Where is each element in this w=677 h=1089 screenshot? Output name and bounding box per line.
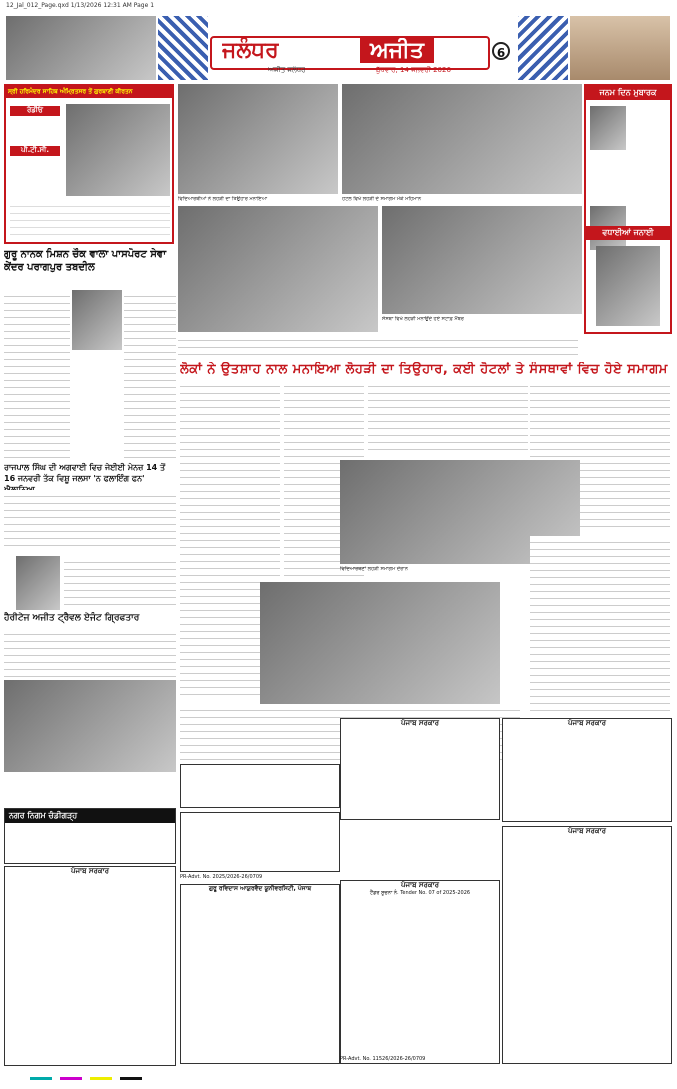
masthead-right-image [570,16,670,80]
photo-group [382,206,582,314]
birthday-title: ਜਨਮ ਦਿਨ ਮੁਬਾਰਕ [586,86,670,100]
cyan-swatch [30,1077,52,1080]
lohri-intro-text [178,334,578,358]
guru-nanak-text-1 [4,290,70,460]
lohri-col-3 [368,380,528,456]
logo-jalandhar: ਜਲੰਧਰ [222,38,279,63]
ad-punjab-right-title: ਪੰਜਾਬ ਸਰਕਾਰ [567,827,606,835]
ad-punjab-right [502,826,672,1064]
birthday-photo-3 [596,246,660,326]
birthday-box [584,84,672,334]
ad-tender-title: ਟੈਂਡਰ ਸੂਚਨਾ ਨੰ. Tender No. 07 of 2025-2026 [369,890,471,896]
photo-officials [260,582,500,712]
left-ad-text [10,200,170,240]
footer-pr-2: PR-Advt. No. 11526/2026-26/0709 [340,1056,426,1062]
caption-students-2: ਵਿਦਿਆਰਥਣਾਂ ਲੋਹੜੀ ਸਮਾਗਮ ਦੌਰਾਨ [340,566,408,572]
birthday-title-2: ਵਧਾਈਆਂ ਜਨਾਈ [586,226,670,240]
birthday-photo-1 [590,106,626,150]
ad-punjab-tender-1 [340,718,500,820]
ad-tender-heading: ਪੰਜਾਬ ਸਰਕਾਰ [400,881,439,889]
logo-ajit: ਅਜੀਤ [360,38,434,63]
photo-person [16,556,60,610]
photo-students-lohri [178,84,338,194]
issue-date: ਬੁੱਧਵਾਰ, 14 ਜਨਵਰੀ 2026 [376,66,451,74]
ad-middle-1 [180,812,340,872]
black-swatch [120,1077,142,1080]
ad-punjab-tender-2 [502,718,672,822]
ad-guru-ravidas-title: ਗੁਰੂ ਰਵਿਦਾਸ ਆਯੁਰਵੈਦ ਯੂਨੀਵਰਸਿਟੀ, ਪੰਜਾਬ [208,885,312,892]
ad-municipal-title: ਨਗਰ ਨਿਗਮ ਚੰਡੀਗੜ੍ਹ [5,809,175,823]
caption-group: ਸੰਸਥਾ ਵਿਖੇ ਲੋਹੜੀ ਮਨਾਉਂਦੇ ਹੋਏ ਸਟਾਫ਼ ਮੈਂਬਰ [382,316,464,322]
photo-bonfire [178,206,378,332]
ad-punjab-left [4,866,176,1066]
masthead-left-image [6,16,156,80]
ad-punjab-title-1: ਪੰਜਾਬ ਸਰਕਾਰ [400,719,439,727]
rajpal-text [4,490,176,550]
headline-guru-nanak: ਗੁਰੂ ਨਾਨਕ ਮਿਸ਼ਨ ਚੌਕ ਵਾਲਾ ਪਾਸਪੋਰਟ ਸੇਵਾ ਕੇਂਦਰ ਪਰਾਗਪੁਰ ਤਬਦੀਲ [4,249,167,273]
ad-tender [340,880,500,1064]
ad-guru-ravidas [180,884,340,1064]
photo-hotel-lohri [342,84,582,194]
footer-pr-1: PR-Advt. No. 2025/2026-26/0709 [180,874,263,880]
ad-punjab-left-title: ਪੰਜਾਬ ਸਰਕਾਰ [70,867,109,875]
left-ad-box [4,84,174,244]
headline-rajpal: ਰਾਜਪਾਲ ਸਿੰਘ ਦੀ ਅਗਵਾਈ ਵਿਚ ਜੇਈਈ ਮੇਨਜ਼ 14 ਤੋਂ 16 ਜਨਵਰੀ ਤੱਕ ਵਿਸ਼ੂ ਜਲਸਾ 'ਨ ਫਲਾਇੰਗ ਫਨ' [4,463,166,483]
logo-subtitle: ਅਜੀਤ ਜਲੰਧਰ [268,66,306,74]
masthead-pattern-right [518,16,568,80]
lohri-col-5 [530,536,670,716]
yellow-swatch [90,1077,112,1080]
ad-municipal [4,808,176,864]
headline-herbal: ਹੈਰੀਟੇਜ ਅਜੀਤ ਟ੍ਰੈਵਲ ਏਜੰਟ ਗ੍ਰਿਫਤਾਰ [4,613,140,623]
headline-lohri-main: ਲੋਕਾਂ ਨੇ ਉਤਸ਼ਾਹ ਨਾਲ ਮਨਾਇਆ ਲੋਹੜੀ ਦਾ ਤਿਉਹਾਰ, ਕਈ ਹੋਟਲਾਂ ਤੇ ਸੰਸਥਾਵਾਂ ਵਿਚ ਹੋਏ ਸਮਾਗਮ [180,362,668,377]
page-number: 6 [492,42,510,60]
print-header-strip: 12_Jal_012_Page.qxd 1/13/2026 12:31 AM Page 1 [6,2,155,9]
ad-small-1 [180,764,340,808]
left-ad-tag-ptc: ਪੀ.ਟੀ.ਸੀ. [10,146,60,156]
caption-students: ਵਿਦਿਆਰਥੀਆਂ ਨੇ ਲੋਹੜੀ ਦਾ ਤਿਉਹਾਰ ਮਨਾਇਆ [178,196,268,202]
rajpal-text-2 [64,556,176,610]
ad-punjab-title-2: ਪੰਜਾਬ ਸਰਕਾਰ [567,719,606,727]
caption-hotel: ਹੋਟਲ ਵਿਖੇ ਲੋਹੜੀ ਦੇ ਸਮਾਗਮ ਮੌਕੇ ਮਹਿਮਾਨ [342,196,421,202]
color-registration-bar [30,1070,650,1080]
golden-temple-photo [66,104,170,196]
left-ad-title: ਸ੍ਰੀ ਹਰਿਮੰਦਰ ਸਾਹਿਬ ਅੰਮ੍ਰਿਤਸਰ ਤੋਂ ਗੁਰਬਾਣੀ ਕੀਰਤਨ [6,86,172,98]
photo-police [4,680,176,772]
herbal-text [4,628,176,678]
guru-nanak-text-2 [124,290,176,460]
magenta-swatch [60,1077,82,1080]
masthead-pattern-left [158,16,208,80]
left-ad-tag-radio: ਰੇਡੀਓ [10,106,60,116]
photo-officer [72,290,122,350]
